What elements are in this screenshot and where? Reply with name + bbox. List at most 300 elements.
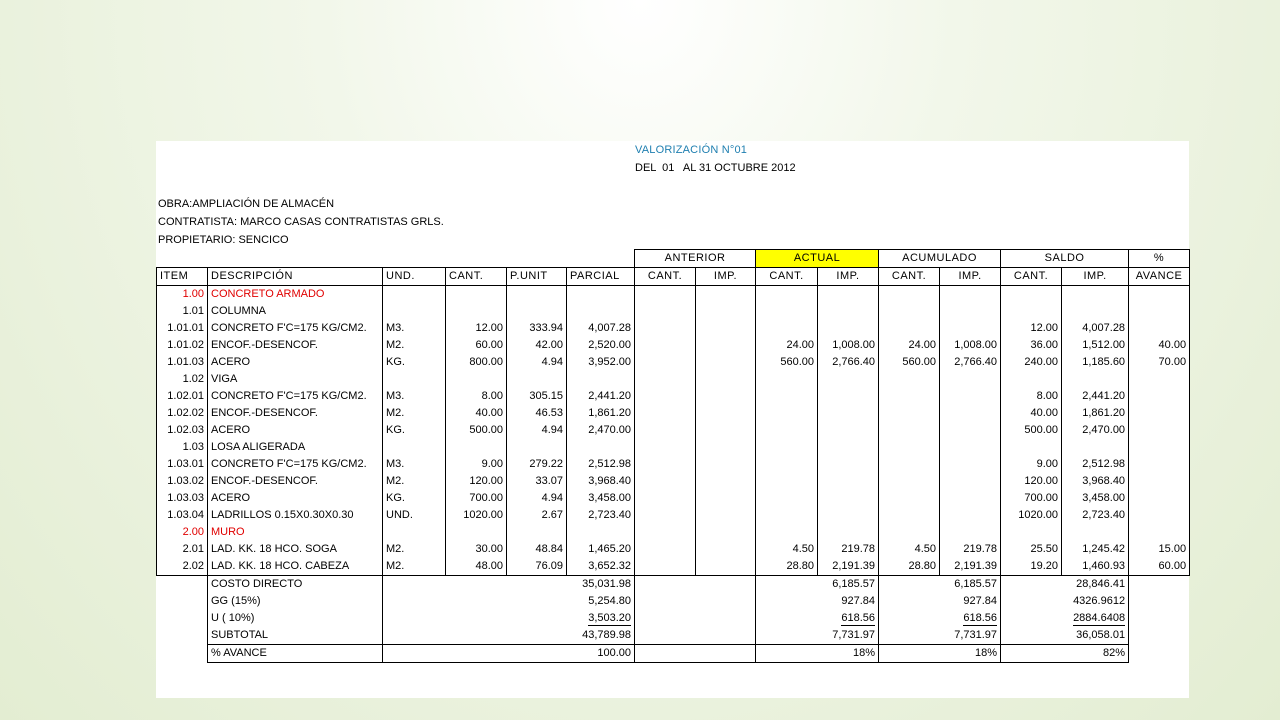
group-saldo: SALDO [1001,250,1129,268]
cell-sal-imp: 2,441.20 [1062,388,1129,405]
cell-sal-imp: 1,245.42 [1062,541,1129,558]
cell-sal-cant: 36.00 [1001,337,1062,354]
cell-anterior [696,524,756,541]
cell-anterior [696,303,756,320]
cell-act-cant [756,388,818,405]
cell-acu-imp [940,388,1001,405]
cell-item: 1.03.02 [157,473,208,490]
cell-item: 1.02.03 [157,422,208,439]
cell-avance [1129,303,1190,320]
cell-anterior [635,371,696,388]
cell-anterior [696,473,756,490]
cell-desc: CONCRETO ARMADO [208,286,383,304]
totals-saldo-cell [1001,576,1129,594]
cell-und [383,439,446,456]
cell-avance [1129,524,1190,541]
table-row [157,405,1190,422]
cell-act-imp [818,456,879,473]
cell-sal-cant: 120.00 [1001,473,1062,490]
cell-cant [446,303,507,320]
cell-avance [1129,422,1190,439]
cell-anterior [635,337,696,354]
cell-act-imp [818,303,879,320]
col-descripcion: DESCRIPCIÓN [208,268,383,286]
cell-desc: COLUMNA [208,303,383,320]
cell-sal-imp: 1,185.60 [1062,354,1129,371]
cell-desc: CONCRETO F'C=175 KG/CM2. [208,456,383,473]
cell-avance [1129,320,1190,337]
cell-parcial: 2,723.40 [567,507,635,524]
cell-item: 1.00 [157,286,208,304]
totals-parcial: 5,254.80 [588,595,632,607]
cell-avance [1129,286,1190,304]
cell-cant: 48.00 [446,558,507,576]
cell-anterior [635,507,696,524]
totals-saldo: 28,846.41 [1076,578,1126,590]
cell-item: 1.01.01 [157,320,208,337]
totals-parcial: 100.00 [597,647,632,659]
cell-anterior [635,422,696,439]
cell-item: 1.02.02 [157,405,208,422]
cell-acu-imp [940,524,1001,541]
cell-act-imp: 219.78 [818,541,879,558]
totals-acumulado: 927.84 [963,595,998,607]
col-parcial: PARCIAL [567,268,635,286]
totals-saldo-cell [1001,627,1129,645]
cell-acu-imp [940,286,1001,304]
document-period: DEL 01 AL 31 OCTUBRE 2012 [635,162,796,174]
cell-act-cant [756,371,818,388]
totals-acumulado-cell [879,593,1001,610]
cell-anterior [696,422,756,439]
cell-anterior [635,388,696,405]
totals-label: U ( 10%) [208,610,383,627]
cell-act-cant [756,456,818,473]
cell-cant: 60.00 [446,337,507,354]
cell-acu-cant: 4.50 [879,541,940,558]
cell-sal-imp [1062,286,1129,304]
cell-avance [1129,405,1190,422]
cell-sal-cant: 12.00 [1001,320,1062,337]
totals-saldo-cell [1001,593,1129,610]
cell-punit: 48.84 [507,541,567,558]
group-acumulado: ACUMULADO [879,250,1001,268]
totals-parcial-cell [383,593,635,610]
cell-punit: 279.22 [507,456,567,473]
cell-punit: 46.53 [507,405,567,422]
cell-sal-imp: 3,968.40 [1062,473,1129,490]
table-row [157,286,1190,304]
cell-act-imp [818,490,879,507]
cell-sal-cant [1001,303,1062,320]
totals-actual: 6,185.57 [832,578,876,590]
cell-acu-cant [879,456,940,473]
cell-acu-imp [940,320,1001,337]
cell-acu-cant [879,405,940,422]
cell-cant: 30.00 [446,541,507,558]
cell-item: 1.02.01 [157,388,208,405]
totals-anterior [635,576,756,594]
table-row [157,473,1190,490]
cell-act-cant: 560.00 [756,354,818,371]
cell-item: 2.01 [157,541,208,558]
cell-und: KG. [383,422,446,439]
cell-desc: CONCRETO F'C=175 KG/CM2. [208,388,383,405]
cell-act-cant [756,303,818,320]
totals-acumulado-cell [879,645,1001,663]
cell-parcial: 4,007.28 [567,320,635,337]
cell-parcial: 2,441.20 [567,388,635,405]
cell-act-cant [756,320,818,337]
cell-anterior [696,371,756,388]
cell-cant: 500.00 [446,422,507,439]
cell-item: 1.01.03 [157,354,208,371]
cell-act-imp: 2,766.40 [818,354,879,371]
cell-acu-imp [940,405,1001,422]
cell-und: M2. [383,473,446,490]
cell-anterior [696,507,756,524]
cell-sal-cant: 19.20 [1001,558,1062,576]
cell-sal-cant: 240.00 [1001,354,1062,371]
cell-act-cant [756,422,818,439]
col-actual-cant: CANT. [756,268,818,286]
valorizacion-table [156,249,1190,663]
totals-anterior [635,593,756,610]
table-row [157,490,1190,507]
table-row [157,371,1190,388]
cell-avance: 40.00 [1129,337,1190,354]
totals-acumulado: 6,185.57 [954,578,998,590]
cell-anterior [696,456,756,473]
cell-act-imp [818,320,879,337]
cell-sal-imp: 3,458.00 [1062,490,1129,507]
cell-punit: 76.09 [507,558,567,576]
cell-sal-cant: 1020.00 [1001,507,1062,524]
cell-parcial: 2,520.00 [567,337,635,354]
cell-acu-imp: 2,766.40 [940,354,1001,371]
cell-act-imp [818,405,879,422]
cell-sal-cant [1001,524,1062,541]
totals-acumulado: 18% [975,647,998,659]
cell-und: M2. [383,558,446,576]
cell-und: M2. [383,405,446,422]
cell-avance [1129,439,1190,456]
cell-und: UND. [383,507,446,524]
cell-avance [1129,388,1190,405]
totals-anterior [635,645,756,663]
cell-avance: 15.00 [1129,541,1190,558]
cell-punit: 2.67 [507,507,567,524]
col-anterior-cant: CANT. [635,268,696,286]
cell-sal-cant: 40.00 [1001,405,1062,422]
cell-anterior [696,558,756,576]
cell-avance: 70.00 [1129,354,1190,371]
cell-punit [507,286,567,304]
cell-avance [1129,473,1190,490]
totals-row [157,627,1190,645]
cell-anterior [696,320,756,337]
group-percent: % [1129,250,1190,268]
cell-desc: ENCOF.-DESENCOF. [208,337,383,354]
cell-punit: 305.15 [507,388,567,405]
totals-parcial: 35,031.98 [582,578,632,590]
totals-parcial-cell [383,610,635,627]
group-header-row [157,250,1190,268]
totals-acumulado-cell [879,610,1001,627]
cell-act-cant [756,473,818,490]
cell-avance [1129,371,1190,388]
cell-cant [446,439,507,456]
cell-sal-cant: 9.00 [1001,456,1062,473]
totals-row [157,610,1190,627]
cell-act-imp [818,422,879,439]
cell-act-imp [818,507,879,524]
cell-parcial: 1,861.20 [567,405,635,422]
totals-actual-cell [756,593,879,610]
cell-anterior [635,320,696,337]
cell-act-cant [756,405,818,422]
cell-anterior [696,490,756,507]
table-row [157,388,1190,405]
cell-sal-imp: 2,723.40 [1062,507,1129,524]
cell-anterior [696,286,756,304]
cell-acu-imp [940,422,1001,439]
cell-punit [507,371,567,388]
cell-sal-imp: 1,512.00 [1062,337,1129,354]
group-anterior: ANTERIOR [635,250,756,268]
totals-label: SUBTOTAL [208,627,383,645]
cell-anterior [635,286,696,304]
totals-label: % AVANCE [208,645,383,663]
cell-und: M2. [383,541,446,558]
cell-act-cant: 24.00 [756,337,818,354]
cell-acu-cant [879,286,940,304]
col-cant: CANT. [446,268,507,286]
totals-saldo-cell [1001,645,1129,663]
col-acumulado-cant: CANT. [879,268,940,286]
totals-actual-cell [756,627,879,645]
cell-item: 2.00 [157,524,208,541]
cell-avance [1129,456,1190,473]
cell-desc: LAD. KK. 18 HCO. CABEZA [208,558,383,576]
cell-punit: 33.07 [507,473,567,490]
cell-und: KG. [383,354,446,371]
cell-sal-imp [1062,303,1129,320]
cell-item: 2.02 [157,558,208,576]
cell-punit [507,524,567,541]
totals-actual: 7,731.97 [832,629,876,641]
cell-und: M2. [383,337,446,354]
cell-anterior [696,541,756,558]
cell-acu-cant [879,490,940,507]
cell-anterior [696,388,756,405]
cell-act-cant [756,490,818,507]
table-row [157,422,1190,439]
cell-acu-cant [879,507,940,524]
totals-actual: 927.84 [841,595,876,607]
cell-sal-imp: 2,512.98 [1062,456,1129,473]
cell-cant: 12.00 [446,320,507,337]
cell-parcial [567,524,635,541]
cell-acu-imp: 219.78 [940,541,1001,558]
cell-item: 1.01 [157,303,208,320]
cell-acu-imp [940,490,1001,507]
table-row [157,303,1190,320]
cell-sal-imp: 4,007.28 [1062,320,1129,337]
totals-acumulado-cell [879,576,1001,594]
cell-act-imp [818,473,879,490]
cell-act-imp: 1,008.00 [818,337,879,354]
valorizacion-sheet [156,141,1189,698]
totals-parcial: 3,503.20 [588,612,632,624]
totals-actual: 18% [853,647,876,659]
totals-saldo: 82% [1103,647,1126,659]
cell-parcial: 1,465.20 [567,541,635,558]
table-row [157,524,1190,541]
cell-sal-imp [1062,439,1129,456]
totals-row [157,593,1190,610]
group-actual: ACTUAL [756,250,879,268]
cell-avance [1129,507,1190,524]
table-row [157,439,1190,456]
cell-sal-cant [1001,286,1062,304]
cell-und [383,524,446,541]
cell-und [383,371,446,388]
cell-parcial: 3,952.00 [567,354,635,371]
cell-anterior [696,439,756,456]
col-saldo-cant: CANT. [1001,268,1062,286]
col-punit: P.UNIT [507,268,567,286]
cell-acu-cant: 28.80 [879,558,940,576]
cell-anterior [635,541,696,558]
cell-acu-cant [879,320,940,337]
cell-act-imp: 2,191.39 [818,558,879,576]
column-header-row [157,268,1190,286]
totals-actual-cell [756,645,879,663]
cell-parcial: 2,512.98 [567,456,635,473]
cell-cant: 700.00 [446,490,507,507]
totals-anterior [635,627,756,645]
col-item: ITEM [157,268,208,286]
totals-saldo-cell [1001,610,1129,627]
totals-label: GG (15%) [208,593,383,610]
cell-anterior [635,456,696,473]
table-row [157,456,1190,473]
cell-acu-imp [940,371,1001,388]
cell-desc: LAD. KK. 18 HCO. SOGA [208,541,383,558]
cell-und: M3. [383,456,446,473]
cell-acu-cant [879,371,940,388]
cell-acu-cant [879,303,940,320]
cell-parcial [567,439,635,456]
cell-item: 1.03 [157,439,208,456]
totals-saldo: 2884.6408 [1073,612,1126,624]
cell-und [383,286,446,304]
cell-sal-cant: 500.00 [1001,422,1062,439]
cell-desc: ACERO [208,490,383,507]
cell-parcial: 2,470.00 [567,422,635,439]
totals-saldo: 36,058.01 [1076,629,1126,641]
col-saldo-imp: IMP. [1062,268,1129,286]
cell-cant: 8.00 [446,388,507,405]
cell-anterior [635,405,696,422]
totals-acumulado-cell [879,627,1001,645]
cell-acu-cant: 560.00 [879,354,940,371]
cell-act-imp [818,371,879,388]
cell-sal-imp [1062,524,1129,541]
col-actual-imp: IMP. [818,268,879,286]
totals-acumulado: 7,731.97 [954,629,998,641]
cell-punit: 4.94 [507,490,567,507]
cell-cant: 9.00 [446,456,507,473]
cell-acu-cant [879,439,940,456]
cell-acu-imp [940,456,1001,473]
table-row [157,320,1190,337]
cell-act-cant [756,286,818,304]
col-und: UND. [383,268,446,286]
cell-sal-imp: 1,861.20 [1062,405,1129,422]
totals-saldo: 4326.9612 [1073,595,1126,607]
totals-parcial-cell [383,645,635,663]
totals-label: COSTO DIRECTO [208,576,383,594]
cell-desc: VIGA [208,371,383,388]
cell-parcial [567,303,635,320]
cell-act-imp [818,388,879,405]
cell-act-cant [756,524,818,541]
cell-und [383,303,446,320]
cell-item: 1.03.04 [157,507,208,524]
cell-avance: 60.00 [1129,558,1190,576]
totals-acumulado: 618.56 [963,612,998,624]
cell-anterior [635,473,696,490]
cell-sal-cant: 8.00 [1001,388,1062,405]
col-anterior-imp: IMP. [696,268,756,286]
cell-anterior [635,354,696,371]
cell-sal-cant: 700.00 [1001,490,1062,507]
cell-cant [446,286,507,304]
cell-act-imp [818,439,879,456]
cell-cant: 120.00 [446,473,507,490]
cell-item: 1.01.02 [157,337,208,354]
cell-anterior [635,303,696,320]
totals-actual-cell [756,610,879,627]
cell-desc: ACERO [208,422,383,439]
cell-cant: 40.00 [446,405,507,422]
totals-anterior [635,610,756,627]
cell-item: 1.03.03 [157,490,208,507]
cell-sal-cant: 25.50 [1001,541,1062,558]
cell-acu-cant [879,422,940,439]
cell-acu-cant [879,473,940,490]
cell-acu-cant [879,388,940,405]
cell-cant [446,524,507,541]
cell-cant: 1020.00 [446,507,507,524]
cell-punit [507,439,567,456]
col-acumulado-imp: IMP. [940,268,1001,286]
cell-und: M3. [383,320,446,337]
cell-acu-imp [940,439,1001,456]
cell-desc: ENCOF.-DESENCOF. [208,473,383,490]
cell-punit: 4.94 [507,422,567,439]
cell-acu-imp [940,303,1001,320]
totals-row [157,645,1190,663]
cell-acu-imp [940,507,1001,524]
cell-anterior [635,490,696,507]
cell-acu-cant: 24.00 [879,337,940,354]
cell-sal-imp: 1,460.93 [1062,558,1129,576]
cell-parcial: 3,968.40 [567,473,635,490]
cell-desc: ENCOF.-DESENCOF. [208,405,383,422]
